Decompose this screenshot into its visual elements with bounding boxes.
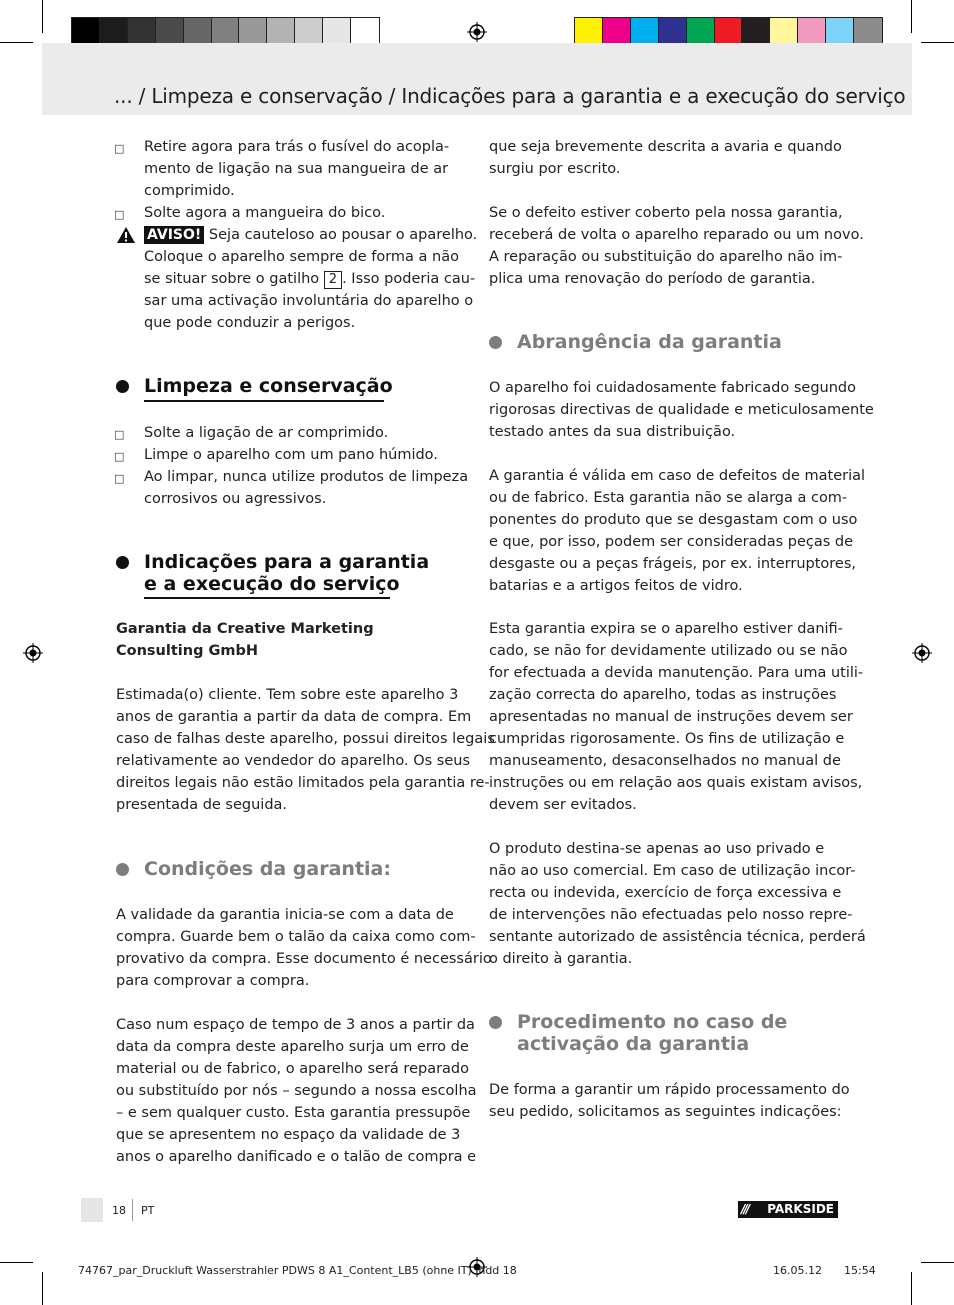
paragraph-line: Se o defeito estiver coberto pela nossa garantia, xyxy=(489,205,843,221)
list-item: Solte a ligação de ar comprimido. xyxy=(144,425,389,441)
paragraph-line: receberá de volta o aparelho reparado ou um novo. xyxy=(489,227,864,243)
language-code: PT xyxy=(141,1204,155,1217)
warning-text-line xyxy=(144,268,475,290)
paragraph-line: O aparelho foi cuidadosamente fabricado segundo xyxy=(489,380,856,396)
list-item: corrosivos ou agressivos. xyxy=(144,491,327,507)
paragraph-line: caso de falhas deste aparelho, possui direitos legais xyxy=(116,731,495,747)
list-item: Ao limpar, nunca utilize produtos de limpeza xyxy=(144,469,469,485)
paragraph-line: zação correcta do aparelho, todas as instruções xyxy=(489,687,837,703)
paragraph-line: instruções ou em relação aos quais existam avisos, xyxy=(489,775,863,791)
color-swatch xyxy=(212,18,240,46)
heading-bullet-icon xyxy=(116,556,129,569)
color-swatch xyxy=(72,18,100,46)
paragraph-line: batarias e a artigos feitos de vidro. xyxy=(489,578,743,594)
paragraph-line: que seja brevemente descrita a avaria e quando xyxy=(489,139,842,155)
paragraph-line: rigorosas directivas de qualidade e meticulosamente xyxy=(489,402,874,418)
heading-bullet-icon xyxy=(489,1016,502,1029)
paragraph-line: A reparação ou substituição do aparelho não im- xyxy=(489,249,843,265)
paragraph-line: A validade da garantia inicia-se com a data de xyxy=(116,907,454,923)
paragraph-line: de intervenções não efectuadas pelo nosso repre- xyxy=(489,907,853,923)
registration-mark-icon xyxy=(23,643,43,663)
crop-mark xyxy=(921,1262,954,1263)
paragraph-line: direitos legais não estão limitados pela garantia re- xyxy=(116,775,490,791)
paragraph-line: data da compra deste aparelho surja um erro de xyxy=(116,1039,469,1055)
paragraph-line: – e sem qualquer custo. Esta garantia pressupõe xyxy=(116,1105,471,1121)
registration-mark-icon xyxy=(912,643,932,663)
paragraph-line: plica uma renovação do período de garantia. xyxy=(489,271,816,287)
section-heading-abrangencia: Abrangência da garantia xyxy=(517,331,782,353)
warning-text: que pode conduzir a perigos. xyxy=(144,315,356,331)
checkbox-bullet-icon: □ xyxy=(114,450,125,463)
warning-text: . Isso poderia cau- xyxy=(342,271,476,287)
paragraph-line: ou de fabrico. Esta garantia não se alarga a com- xyxy=(489,490,848,506)
paragraph-line: provativo da compra. Esse documento é necessário xyxy=(116,951,492,967)
guarantee-title: Garantia da Creative Marketing xyxy=(116,621,374,637)
logo-slashes-icon: /// xyxy=(741,1202,749,1216)
crop-mark xyxy=(911,0,912,33)
paragraph-line: Esta garantia expira se o aparelho estiver danifi- xyxy=(489,621,843,637)
paragraph-line: testado antes da sua distribuição. xyxy=(489,424,736,440)
paragraph-line: seu pedido, solicitamos as seguintes indicações: xyxy=(489,1104,842,1120)
trigger-reference-number: 2 xyxy=(324,271,342,289)
paragraph-line: cado, se não for devidamente utilizado ou se não xyxy=(489,643,848,659)
crop-mark xyxy=(921,42,954,43)
warning-text: sar uma activação involuntária do aparelho o xyxy=(144,293,474,309)
warning-text: Seja cauteloso ao pousar o aparelho. xyxy=(208,227,478,243)
paragraph-line: não ao uso comercial. Em caso de utilização incor- xyxy=(489,863,856,879)
paragraph-line: anos de garantia a partir da data de compra. Em xyxy=(116,709,472,725)
color-swatch xyxy=(100,18,128,46)
heading-underline xyxy=(144,597,390,599)
paragraph-line: anos o aparelho danificado e o talão de compra e xyxy=(116,1149,477,1165)
section-heading-indicacoes: e a execução do serviço xyxy=(144,573,400,595)
list-item: Solte agora a mangueira do bico. xyxy=(144,205,386,221)
heading-underline xyxy=(144,400,384,402)
paragraph-line: surgiu por escrito. xyxy=(489,161,621,177)
checkbox-bullet-icon: □ xyxy=(114,142,125,155)
paragraph-line: o direito à garantia. xyxy=(489,951,633,967)
paragraph-line: sentante autorizado de assistência técnica, perderá xyxy=(489,929,866,945)
paragraph-line: O produto destina-se apenas ao uso privado e xyxy=(489,841,825,857)
paragraph-line: Estimada(o) cliente. Tem sobre este aparelho 3 xyxy=(116,687,459,703)
paragraph-line: e que, por isso, podem ser consideradas peças de xyxy=(489,534,854,550)
page-number: 18 xyxy=(112,1204,126,1217)
print-time: 15:54 xyxy=(844,1264,876,1277)
paragraph-line: relativamente ao vendedor do aparelho. Os seus xyxy=(116,753,471,769)
color-swatch xyxy=(715,18,743,46)
registration-mark-icon xyxy=(467,22,487,42)
color-swatch xyxy=(798,18,826,46)
paragraph-line: for efectuada a devida manutenção. Para uma utili- xyxy=(489,665,864,681)
color-swatch xyxy=(770,18,798,46)
section-heading-indicacoes: Indicações para a garantia xyxy=(144,551,430,573)
paragraph-line: cumpridas rigorosamente. Os fins de utilização e xyxy=(489,731,845,747)
paragraph-line: De forma a garantir um rápido processamento do xyxy=(489,1082,850,1098)
paragraph-line: A garantia é válida em caso de defeitos de material xyxy=(489,468,866,484)
paragraph-line: apresentadas no manual de instruções devem ser xyxy=(489,709,853,725)
warning-triangle-icon xyxy=(116,226,136,244)
list-item: Limpe o aparelho com um pano húmido. xyxy=(144,447,438,463)
crop-mark xyxy=(0,42,33,43)
section-heading-procedimento: Procedimento no caso de xyxy=(517,1011,788,1033)
color-swatch xyxy=(351,18,379,46)
checkbox-bullet-icon: □ xyxy=(114,472,125,485)
warning-line xyxy=(144,224,477,246)
paragraph-line: devem ser evitados. xyxy=(489,797,637,813)
color-swatch xyxy=(854,18,882,46)
paragraph-line: ou substituído por nós – segundo a nossa escolha xyxy=(116,1083,477,1099)
crop-mark xyxy=(42,0,43,33)
color-swatch xyxy=(267,18,295,46)
color-swatch xyxy=(687,18,715,46)
color-swatch xyxy=(184,18,212,46)
guarantee-title: Consulting GmbH xyxy=(116,643,259,659)
heading-bullet-icon xyxy=(116,863,129,876)
color-swatch xyxy=(603,18,631,46)
crop-mark xyxy=(911,1272,912,1305)
brand-name: PARKSIDE xyxy=(767,1202,834,1216)
page-number-box xyxy=(81,1198,103,1222)
footer-divider xyxy=(132,1199,133,1221)
color-swatch xyxy=(659,18,687,46)
color-swatch xyxy=(575,18,603,46)
color-swatch xyxy=(156,18,184,46)
paragraph-line: ponentes do produto que se desgastam com o uso xyxy=(489,512,858,528)
heading-bullet-icon xyxy=(489,336,502,349)
warning-label: AVISO! xyxy=(144,226,204,244)
list-item: comprimido. xyxy=(144,183,235,199)
paragraph-line: para comprovar a compra. xyxy=(116,973,310,989)
warning-text: se situar sobre o gatilho xyxy=(144,271,320,287)
checkbox-bullet-icon: □ xyxy=(114,428,125,441)
paragraph-line: manuseamento, desaconselhados no manual de xyxy=(489,753,841,769)
list-item: Retire agora para trás o fusível do acopla- xyxy=(144,139,450,155)
section-heading-condicoes: Condições da garantia: xyxy=(144,858,391,880)
crop-mark xyxy=(0,1262,33,1263)
paragraph-line: material ou de fabrico, o aparelho será reparado xyxy=(116,1061,470,1077)
crop-mark xyxy=(42,1272,43,1305)
list-item: mento de ligação na sua mangueira de ar xyxy=(144,161,449,177)
paragraph-line: presentada de seguida. xyxy=(116,797,288,813)
page-title: ... / Limpeza e conservação / Indicações para a garantia e a execução do serviço xyxy=(114,84,906,108)
paragraph-line: Caso num espaço de tempo de 3 anos a partir da xyxy=(116,1017,475,1033)
parkside-logo xyxy=(738,1201,838,1218)
color-swatch xyxy=(128,18,156,46)
paragraph-line: compra. Guarde bem o talão da caixa como com- xyxy=(116,929,476,945)
color-swatch xyxy=(239,18,267,46)
warning-text: Coloque o aparelho sempre de forma a não xyxy=(144,249,459,265)
section-heading-limpeza: Limpeza e conservação xyxy=(144,375,393,397)
color-swatch xyxy=(295,18,323,46)
color-swatch xyxy=(631,18,659,46)
paragraph-line: desgaste ou a peças frágeis, por ex. interruptores, xyxy=(489,556,857,572)
heading-bullet-icon xyxy=(116,380,129,393)
checkbox-bullet-icon: □ xyxy=(114,208,125,221)
paragraph-line: que se apresentem no espaço da validade de 3 xyxy=(116,1127,461,1143)
color-swatch xyxy=(742,18,770,46)
file-info: 74767_par_Druckluft Wasserstrahler PDWS 8 A1_Content_LB5 (ohne IT).indd 18 xyxy=(78,1264,517,1277)
color-swatch xyxy=(323,18,351,46)
print-date: 16.05.12 xyxy=(773,1264,822,1277)
section-heading-procedimento: activação da garantia xyxy=(517,1033,750,1055)
color-swatch xyxy=(826,18,854,46)
paragraph-line: recta ou indevida, exercício de força excessiva e xyxy=(489,885,842,901)
